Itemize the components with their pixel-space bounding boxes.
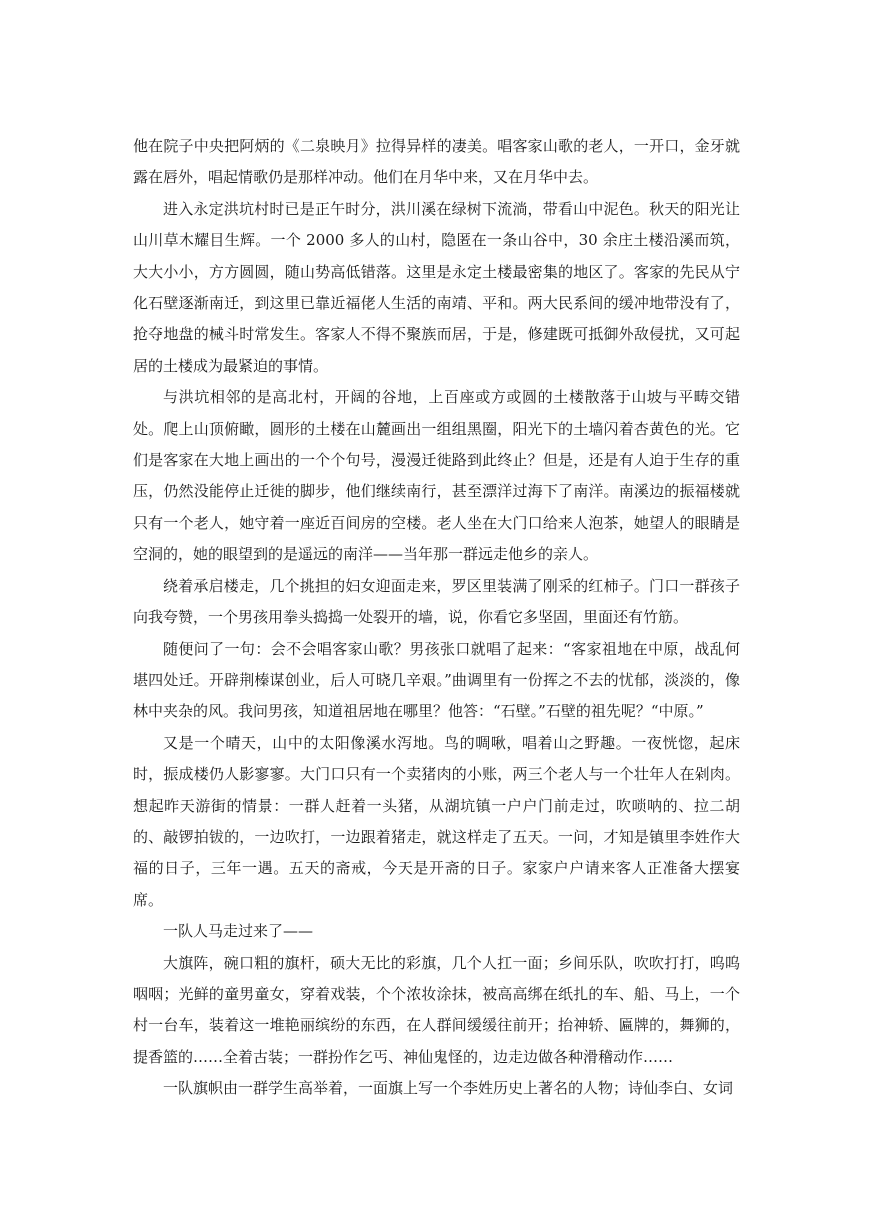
paragraph-6: 又是一个晴天，山中的太阳像溪水泻地。鸟的啁啾，唱着山之野趣。一夜恍惚，起床时，振成楼仍人影寥寥。大门口只有一个卖猪肉的小账，两三个老人与一个壮年人在剁肉。想起昨天游街的情景：一群人赶着一头猪，从湖坑镇一户户门前走过，吹唢呐的、拉二胡的、敲锣拍钹的，一边吹打，一边跟着猪走，就这样走了五天。一问，才知是镇里李姓作大福的日子，三年一遇。五天的斋戒，今天是开斋的日子。家家户户请来客人正准备大摆宴席。 <box>133 733 740 909</box>
paragraph-3: 与洪坑相邻的是高北村，开阔的谷地，上百座或方或圆的土楼散落于山坡与平畴交错处。爬上山顶俯瞰，圆形的土楼在山麓画出一组组黑圈，阳光下的土墙闪着杏黄色的光。它们是客家在大地上画出的一个个句号，漫漫迁徙路到此终止？但是，还是有人迫于生存的重压，仍然没能停止迁徙的脚步，他们继续南行，甚至漂洋过海下了南洋。南溪边的振福楼就只有一个老人，她守着一座近百间房的空楼。老人坐在大门口给来人泡茶，她望人的眼睛是空洞的，她的眼望到的是遥远的南洋——当年那一群远走他乡的亲人。 <box>133 388 740 564</box>
paragraph-1: 他在院子中央把阿炳的《二泉映月》拉得异样的凄美。唱客家山歌的老人，一开口，金牙就露在唇外，唱起情歌仍是那样冲动。他们在月华中来，又在月华中去。 <box>133 137 740 187</box>
paragraph-9: 一队旗帜由一群学生高举着，一面旗上写一个李姓历史上著名的人物；诗仙李白、女词 <box>163 1079 734 1098</box>
paragraph-4: 绕着承启楼走，几个挑担的妇女迎面走来，罗区里装满了刚采的红柿子。门口一群孩子向我夸赞，一个男孩用拳头捣捣一处裂开的墙，说，你看它多坚固，里面还有竹筋。 <box>133 576 740 627</box>
paragraph-8: 大旗阵，碗口粗的旗杆，硕大无比的彩旗，几个人扛一面；乡间乐队，吹吹打打，呜呜咽咽；光鲜的童男童女，穿着戏装，个个浓妆涂抹，被高高绑在纸扎的车、船、马上，一个村一台车，装着这一堆艳丽缤纷的东西，在人群间缓缓往前开；抬神轿、匾牌的，舞狮的，提香篮的……全着古装；一群扮作乞丐、神仙鬼怪的，边走边做各种滑稽动作…… <box>133 953 740 1066</box>
paragraph-7: 一队人马走过来了—— <box>163 922 314 941</box>
document-body <box>133 131 740 1105</box>
paragraph-2: 进入永定洪坑村时已是正午时分，洪川溪在绿树下流淌，带看山中泥色。秋天的阳光让山川草木耀目生辉。一个 2000 多人的山村，隐匿在一条山谷中，30 余庄土楼沿溪而筑，大大小小，方方圆圆，随山势高低错落。这里是永定土楼最密集的地区了。客家的先民从宁化石壁逐渐南迁，到这里已靠近福佬人生活的南靖、平和。两大民系间的缓冲地带没有了，抢夺地盘的械斗时常发生。客家人不得不聚族而居，于是，修建既可抵御外敌侵扰，又可起居的土楼成为最紧迫的事情。 <box>133 199 740 375</box>
paragraph-5: 随便问了一句：会不会唱客家山歌？男孩张口就唱了起来：“客家祖地在中原，战乱何堪四处迁。开辟荆榛谋创业，后人可晓几辛艰。”曲调里有一份挥之不去的忧郁，淡淡的，像林中夹杂的风。我问男孩，知道祖居地在哪里？他答：“石壁。”石壁的祖先呢？“中原。” <box>133 639 740 721</box>
